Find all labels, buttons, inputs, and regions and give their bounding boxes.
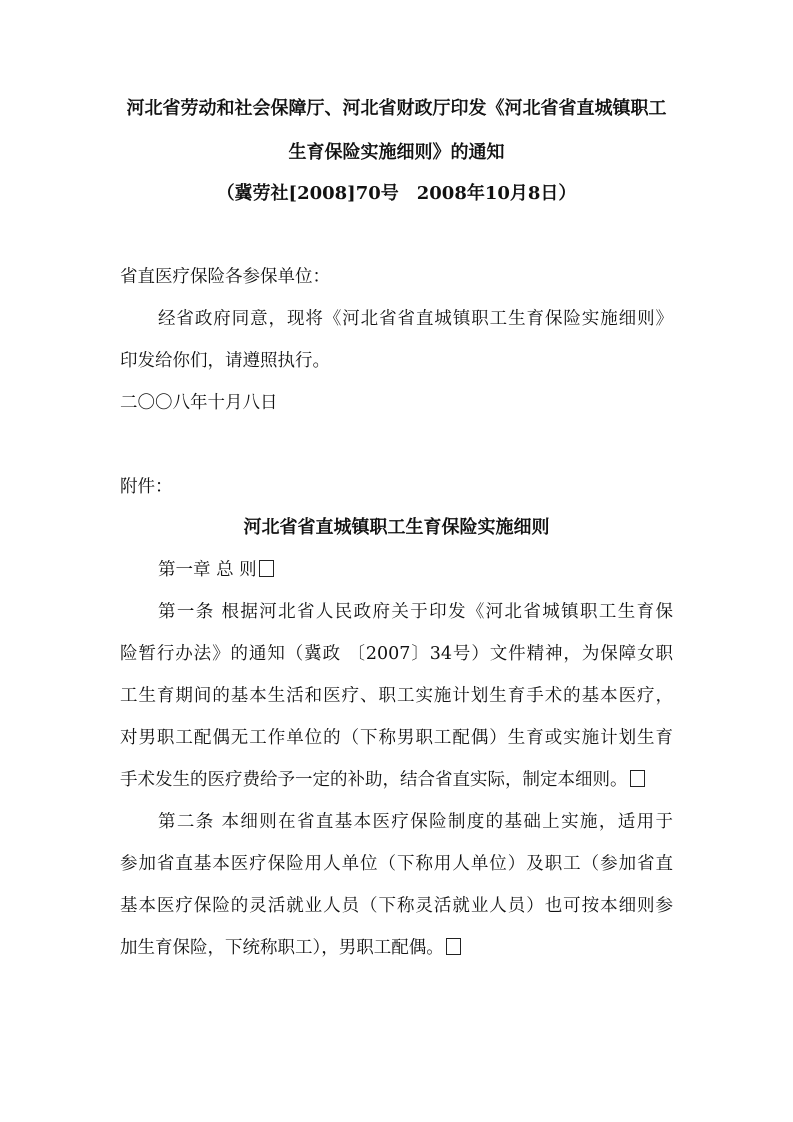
article-2-line-3: 基本医疗保险的灵活就业人员（下称灵活就业人员）也可按本细则参 [120, 896, 673, 916]
notice-date: 二〇〇八年十月八日 [120, 393, 278, 413]
article-1-line-5-text: 手术发生的医疗费给予一定的补助，结合省直实际，制定本细则。 [120, 770, 628, 790]
notice-addressee: 省直医疗保险各参保单位： [120, 267, 330, 287]
article-2-line-1: 第二条 本细则在省直基本医疗保险制度的基础上实施，适用于 [158, 812, 673, 832]
notice-title-line-2: 生育保险实施细则》的通知 [288, 142, 505, 163]
notice-body-line-1: 经省政府同意，现将《河北省省直城镇职工生育保险实施细则》 [158, 309, 673, 329]
article-2-line-2: 参加省直基本医疗保险用人单位（下称用人单位）及职工（参加省直 [120, 854, 673, 874]
article-1-line-4: 对男职工配偶无工作单位的（下称男职工配偶）生育或实施计划生育 [120, 728, 673, 748]
notice-body-line-2: 印发给你们，请遵照执行。 [120, 351, 330, 371]
article-1-line-3: 工生育期间的基本生活和医疗、职工实施计划生育手术的基本医疗， [120, 686, 673, 706]
article-2-line-4 [120, 937, 461, 959]
placeholder-box-icon [446, 938, 461, 955]
attachment-label: 附件： [120, 477, 173, 497]
article-1-line-1: 第一条 根据河北省人民政府关于印发《河北省城镇职工生育保 [158, 602, 673, 622]
attachment-title: 河北省省直城镇职工生育保险实施细则 [243, 517, 550, 538]
article-1-line-5 [120, 769, 645, 791]
article-1-line-2: 险暂行办法》的通知（冀政 〔2007〕34号）文件精神，为保障女职 [120, 644, 673, 664]
placeholder-box-icon [259, 560, 274, 577]
notice-doc-number: （冀劳社[2008]70号 2008年10月8日） [216, 183, 577, 204]
chapter-heading [158, 559, 274, 581]
chapter-heading-text: 第一章 总 则 [158, 560, 257, 580]
placeholder-box-icon [630, 770, 645, 787]
article-2-line-4-text: 加生育保险，下统称职工），男职工配偶。 [120, 938, 444, 958]
notice-title-line-1: 河北省劳动和社会保障厅、河北省财政厅印发《河北省省直城镇职工 [126, 98, 667, 119]
